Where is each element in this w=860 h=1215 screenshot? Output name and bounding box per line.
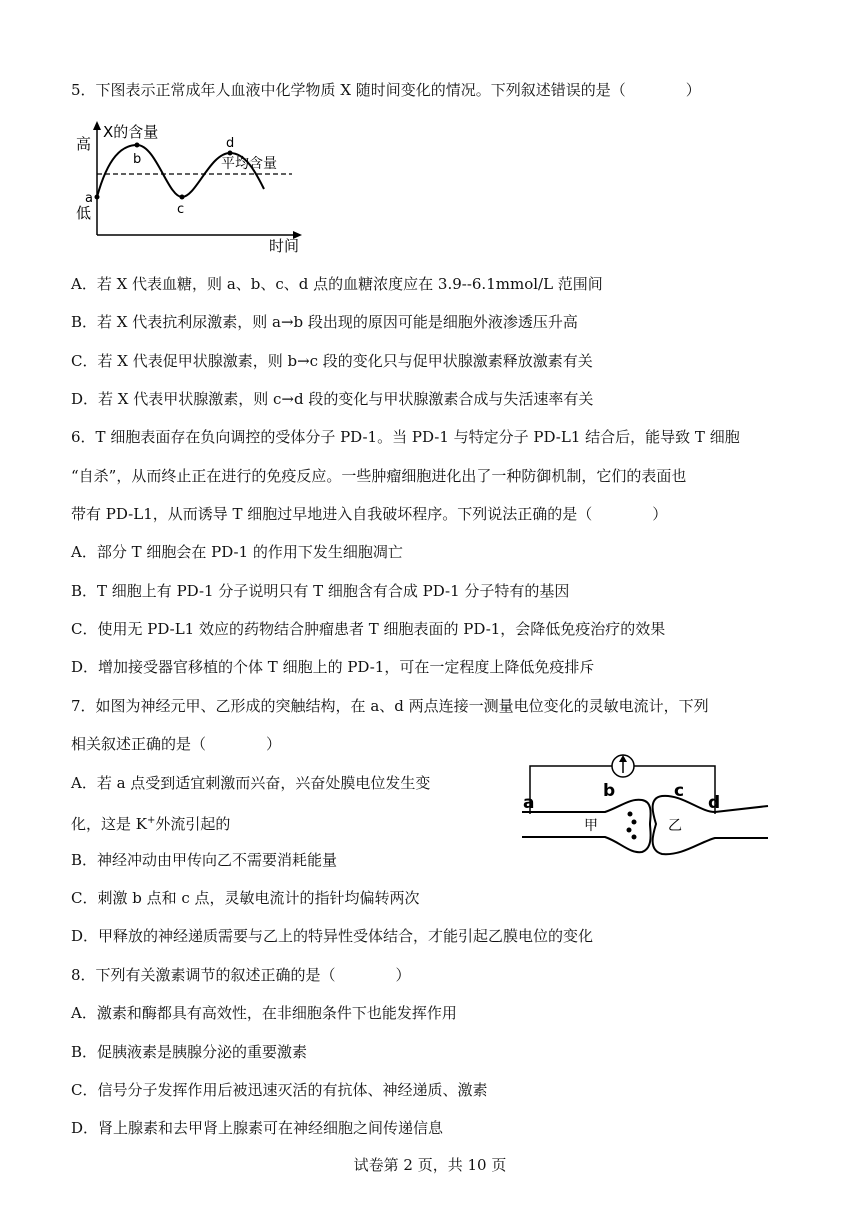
q7-option-b: B．神经冲动由甲传向乙不需要消耗能量 [71,851,338,869]
q6-stem-line-2: “自杀”，从而终止正在进行的免疫反应。一些肿瘤细胞进化出了一种防御机制，它们的表面也 [71,467,687,485]
q6-option-d: D．增加接受器官移植的个体 T 细胞上的 PD-1，可在一定程度上降低免疫排斥 [71,658,595,676]
q5-option-b: B．若 X 代表抗利尿激素，则 a→b 段出现的原因可能是细胞外液渗透压升高 [71,313,578,331]
q5-graph [70,117,310,257]
q7-option-a-line-2 [71,811,230,834]
q8-option-b: B．促胰液素是胰腺分泌的重要激素 [71,1043,308,1061]
q7-option-c: C．刺激 b 点和 c 点，灵敏电流计的指针均偏转两次 [71,889,420,907]
point-d-dot [228,151,233,156]
potassium-superscript: + [146,815,156,826]
page-footer: 试卷第 2 页，共 10 页 [353,1156,507,1174]
q7-stem-line-1: 7．如图为神经元甲、乙形成的突触结构，在 a、d 两点连接一测量电位变化的灵敏电流计，下列 [71,697,709,715]
q7-stem-line-2: 相关叙述正确的是（ ） [71,735,282,753]
q7-option-a-line-2-post: 外流引起的 [155,815,231,833]
point-b-label: b [603,781,616,801]
x-axis-label: 时间 [269,237,300,255]
y-low-label: 低 [76,204,92,222]
q6-option-c: C．使用无 PD-L1 效应的药物结合肿瘤患者 T 细胞表面的 PD-1，会降低免疫治疗的效果 [71,620,666,638]
q6-option-b: B．T 细胞上有 PD-1 分子说明只有 T 细胞含有合成 PD-1 分子特有的基因 [71,582,570,600]
neuron-yi-label: 乙 [668,818,682,834]
point-a-label: a [85,191,93,206]
q6-option-a: A．部分 T 细胞会在 PD-1 的作用下发生细胞凋亡 [71,543,403,561]
q5-stem: 5．下图表示正常成年人血液中化学物质 X 随时间变化的情况。下列叙述错误的是（ ） [71,81,701,99]
q7-option-a-line-2-pre: 化，这是 K [71,815,147,833]
y-axis-arrow-icon [93,121,101,130]
vesicle-dot [632,835,637,840]
avg-label: 平均含量 [221,156,277,172]
vesicle-dot [627,828,632,833]
q7-option-a-line-1: A．若 a 点受到适宜刺激而兴奋，兴奋处膜电位发生变 [71,774,431,792]
point-c-dot [180,195,185,200]
q7-option-d: D．甲释放的神经递质需要与乙上的特异性受体结合，才能引起乙膜电位的变化 [71,927,594,945]
point-a-dot [95,195,100,200]
point-b-label: b [133,152,142,167]
q5-option-d: D．若 X 代表甲状腺激素，则 c→d 段的变化与甲状腺激素合成与失活速率有关 [71,390,594,408]
q5-option-a: A．若 X 代表血糖，则 a、b、c、d 点的血糖浓度应在 3.9--6.1mmol/L 范围间 [71,275,603,293]
q7-synapse-diagram [510,742,780,867]
neuron-jia-label: 甲 [584,818,598,834]
point-d-label: d [708,793,721,813]
vesicle-dot [632,820,637,825]
vesicle-dot [628,812,633,817]
y-axis-label: X的含量 [103,123,159,141]
point-d-label: d [226,136,235,151]
q8-option-a: A．激素和酶都具有高效性，在非细胞条件下也能发挥作用 [71,1004,457,1022]
q5-option-c: C．若 X 代表促甲状腺激素，则 b→c 段的变化只与促甲状腺激素释放激素有关 [71,352,593,370]
point-c-label: c [177,202,185,217]
q8-stem: 8．下列有关激素调节的叙述正确的是（ ） [71,966,411,984]
q8-option-d: D．肾上腺素和去甲肾上腺素可在神经细胞之间传递信息 [71,1119,444,1137]
point-b-dot [135,143,140,148]
y-high-label: 高 [76,135,92,153]
q8-option-c: C．信号分子发挥作用后被迅速灭活的有抗体、神经递质、激素 [71,1081,488,1099]
q6-stem-line-3: 带有 PD-L1，从而诱导 T 细胞过早地进入自我破坏程序。下列说法正确的是（ ） [71,505,668,523]
point-a-label: a [523,793,535,813]
q6-stem-line-1: 6．T 细胞表面存在负向调控的受体分子 PD-1。当 PD-1 与特定分子 PD-L1 结合后，能导致 T 细胞 [71,428,740,446]
point-c-label: c [674,781,685,801]
